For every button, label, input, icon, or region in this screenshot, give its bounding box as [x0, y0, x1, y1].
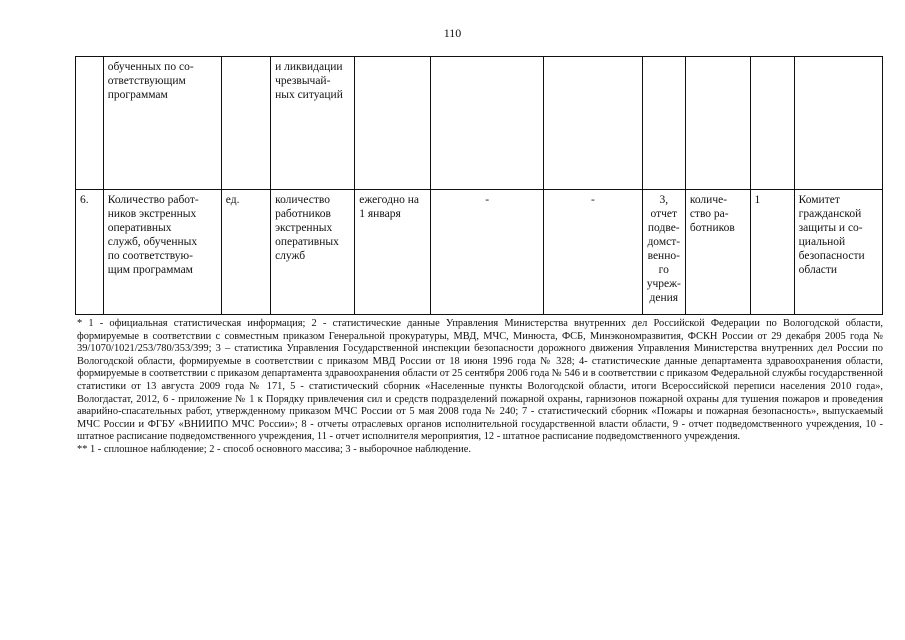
footnote-methods: ** 1 - сплошное наблюдение; 2 - способ основного массива; 3 - выборочное наблюдение. [77, 443, 471, 455]
cell-unit [221, 57, 270, 190]
cell-method: количе- ство ра- ботников [685, 190, 750, 315]
cell-periodicity: ежегодно на 1 января [355, 190, 431, 315]
cell-source: 3, отчет подве- домст- венно- го учреж- дения [642, 190, 685, 315]
footnote-sources: * 1 - официальная статистическая информация; 2 - статистические данные Управления Министерства внутренних дел Российской Федерации по Вологодской области, формируемые в соответствии с совместным приказом Генеральной прокуратуры, МВД, МЧС, Минюста, ФСБ, Минэкономразвития, ФСКН России от 29 декабря 2005 года № 39/1070/1021/253/780/353/399; 3 – статистика Управления Государственной инспекции безопасности дорожного движения Управления Министерства внутренних дел России по Вологодской области, формируемые в соответствии с приказом МВД России от 18 июня 1996 года № 328; 4- статистические данные департамента здравоохранения области, формируемые в соответствии с приказом департамента здравоохранения области от 25 сентября 2006 года № 546 и в соответствии с приказом Федеральной службы государственной статистики от 13 августа 2009 года № 171, 5 - статистический сборник «Населенные пункты Вологодской области, итоги Всероссийской переписи населения 2010 года», Вологдастат, 2012, 6 - приложение № 1 к Порядку привлечения сил и средств подразделений пожарной охраны, гарнизонов пожарной охраны для тушения пожаров и проведения аварийно-спасательных работ, утвержденному приказом МЧС России от 5 мая 2008 года № 240; 7 - статистический сборник «Пожары и пожарная безопасность», выпускаемый МЧС России и ФГБУ «ВНИИПО МЧС России»; 8 - отчеты отраслевых органов исполнительной государственной власти области, 9 - отчет подведомственного учреждения, 10 - штатное расписание подведомственного учреждения, 11 - отчет исполнителя мероприятия, 12 - штатное расписание подведомственного учреждения. [77, 318, 883, 443]
cell-definition: и ликвидации чрезвычай- ных ситуаций [271, 57, 355, 190]
page-number: 110 [443, 26, 462, 40]
footnotes [77, 318, 883, 457]
cell-col6: - [431, 190, 544, 315]
indicator-table [75, 56, 883, 315]
table-row [76, 190, 883, 315]
cell-responsible [794, 57, 882, 190]
cell-definition: количество работников экстренных оперативных служб [271, 190, 355, 315]
cell-col7 [544, 57, 643, 190]
cell-level: 1 [750, 190, 794, 315]
cell-number: 6. [76, 190, 104, 315]
cell-unit: ед. [221, 190, 270, 315]
cell-responsible: Комитет гражданской защиты и со- циальной безопасности области [794, 190, 882, 315]
cell-col6 [431, 57, 544, 190]
cell-indicator: обученных по со- ответствующим программам [103, 57, 221, 190]
cell-method [685, 57, 750, 190]
cell-indicator: Количество работ- ников экстренных оперативных служб, обученных по соответствую- щим программам [103, 190, 221, 315]
cell-source [642, 57, 685, 190]
cell-level [750, 57, 794, 190]
cell-periodicity [355, 57, 431, 190]
cell-col7: - [544, 190, 643, 315]
table-row [76, 57, 883, 190]
cell-number [76, 57, 104, 190]
